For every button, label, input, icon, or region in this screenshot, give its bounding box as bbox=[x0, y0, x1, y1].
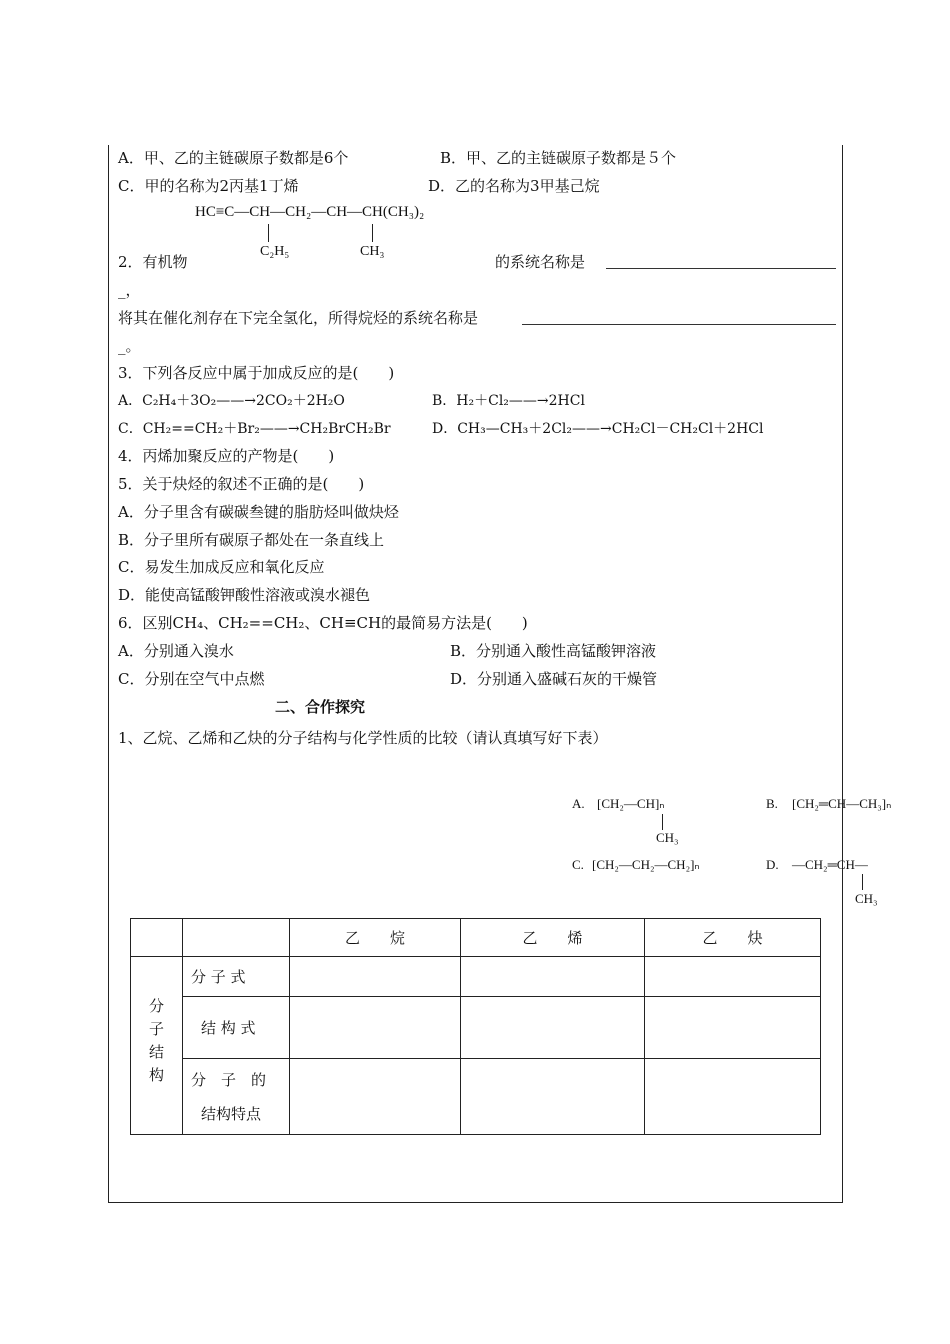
cell-acetylene-formula[interactable] bbox=[645, 957, 821, 997]
q4-opt-d-label: D. bbox=[766, 857, 779, 872]
row-label-structural: 结 构 式 bbox=[183, 997, 290, 1059]
q4-opt-d-chain: —CH₂═CH— bbox=[792, 857, 868, 872]
cell-ethane-structural[interactable] bbox=[290, 997, 461, 1059]
q5-stem: 5．关于炔烃的叙述不正确的是( ) bbox=[118, 475, 365, 493]
cell-ethylene-formula[interactable] bbox=[461, 957, 645, 997]
q2-line4-end: _。 bbox=[118, 337, 141, 355]
row-label-formula: 分 子 式 bbox=[183, 957, 290, 997]
group-label-cell bbox=[131, 957, 183, 1135]
q6-stem: 6．区别CH₄、CH₂==CH₂、CH≡CH的最简易方法是( ) bbox=[118, 614, 528, 632]
q1-option-c: C．甲的名称为2丙基1丁烯 bbox=[118, 177, 299, 195]
q2-branch-bond-1 bbox=[268, 224, 269, 242]
q5-option-c: C．易发生加成反应和氧化反应 bbox=[118, 558, 325, 576]
q4-opt-b-label: B. bbox=[766, 796, 778, 811]
row-label-features-line1: 分 子 的 bbox=[191, 1070, 267, 1089]
q6-option-b: B．分别通入酸性高锰酸钾溶液 bbox=[450, 642, 657, 660]
row-label-features bbox=[183, 1059, 290, 1135]
q1-option-a: A．甲、乙的主链碳原子数都是6个 bbox=[118, 149, 349, 167]
table-corner-cell bbox=[131, 919, 183, 957]
q4-stem: 4．丙烯加聚反应的产物是( ) bbox=[118, 447, 335, 465]
section-task: 1、乙烷、乙烯和乙炔的分子结构与化学性质的比较（请认真填写好下表） bbox=[118, 729, 608, 747]
q3-option-d: D．CH₃—CH₃＋2Cl₂——→CH₂Cl－CH₂Cl＋2HCl bbox=[432, 421, 764, 437]
q4-opt-a-bond bbox=[662, 814, 663, 830]
cell-ethane-formula[interactable] bbox=[290, 957, 461, 997]
q2-suffix: 的系统名称是 bbox=[495, 253, 586, 271]
q2-formula-main: HC≡C—CH—CH₂—CH—CH(CH₃)₂ bbox=[195, 204, 425, 220]
q2-answer-blank-1[interactable] bbox=[606, 254, 836, 269]
q2-branch-bond-2 bbox=[372, 224, 373, 242]
q2-branch-ethyl: C₂H₅ bbox=[260, 244, 290, 259]
cell-acetylene-features[interactable] bbox=[645, 1059, 821, 1135]
q3-option-c: C．CH₂==CH₂＋Br₂——→CH₂BrCH₂Br bbox=[118, 421, 391, 437]
q5-option-b: B．分子里所有碳原子都处在一条直线上 bbox=[118, 531, 385, 549]
comparison-table bbox=[130, 918, 821, 1135]
q6-option-c: C．分别在空气中点燃 bbox=[118, 670, 265, 688]
q5-option-a: A．分子里含有碳碳叁键的脂肪烃叫做炔烃 bbox=[118, 503, 399, 521]
q4-opt-c-label: C. bbox=[572, 857, 584, 872]
header-ethylene: 乙 烯 bbox=[461, 919, 645, 957]
group-label: 分子结构 bbox=[147, 997, 165, 1090]
q3-stem: 3．下列各反应中属于加成反应的是( ) bbox=[118, 364, 395, 382]
cell-ethylene-structural[interactable] bbox=[461, 997, 645, 1059]
q2-line3: 将其在催化剂存在下完全氢化，所得烷烃的系统名称是 bbox=[118, 309, 479, 327]
q3-option-b: B．H₂＋Cl₂——→2HCl bbox=[432, 393, 585, 409]
q4-opt-d-bond bbox=[862, 874, 863, 890]
cell-acetylene-structural[interactable] bbox=[645, 997, 821, 1059]
row-label-features-line2: 结构特点 bbox=[201, 1104, 262, 1123]
q4-opt-d-branch: CH₃ bbox=[855, 891, 878, 906]
cell-ethane-features[interactable] bbox=[290, 1059, 461, 1135]
q4-opt-c-chain: [CH₂—CH₂—CH₂]ₙ bbox=[592, 857, 700, 872]
q2-branch-methyl: CH₃ bbox=[360, 244, 385, 259]
q5-option-d: D．能使高锰酸钾酸性溶液或溴水褪色 bbox=[118, 586, 371, 604]
q2-line2-end: _， bbox=[118, 281, 141, 299]
header-ethane: 乙 烷 bbox=[290, 919, 461, 957]
q6-option-d: D．分别通入盛碱石灰的干燥管 bbox=[450, 670, 658, 688]
q1-option-b: B．甲、乙的主链碳原子数都是５个 bbox=[440, 149, 677, 167]
q2-answer-blank-2[interactable] bbox=[522, 310, 836, 325]
section-heading: 二、合作探究 bbox=[275, 698, 366, 716]
q1-option-d: D．乙的名称为3甲基己烷 bbox=[428, 177, 600, 195]
header-acetylene: 乙 炔 bbox=[645, 919, 821, 957]
q4-opt-a-branch: CH₃ bbox=[656, 830, 679, 845]
cell-ethylene-features[interactable] bbox=[461, 1059, 645, 1135]
table-corner-cell-2 bbox=[183, 919, 290, 957]
q3-option-a: A．C₂H₄＋3O₂——→2CO₂＋2H₂O bbox=[118, 393, 345, 409]
q4-opt-b-chain: [CH₂═CH—CH₃]ₙ bbox=[792, 796, 892, 811]
q4-opt-a-chain: [CH₂—CH]ₙ bbox=[597, 796, 665, 811]
q6-option-a: A．分别通入溴水 bbox=[118, 642, 234, 660]
q2-prefix: 2．有机物 bbox=[118, 253, 188, 271]
q4-opt-a-label: A. bbox=[572, 796, 585, 811]
